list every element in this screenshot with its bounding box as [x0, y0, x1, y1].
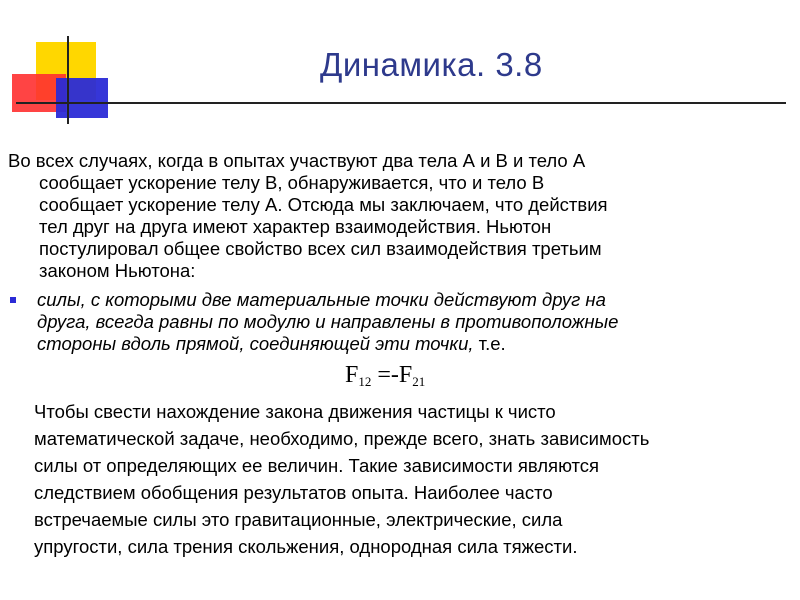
formula: [345, 362, 425, 390]
forces-paragraph: [34, 398, 784, 560]
bullet-line: стороны вдоль прямой, соединяющей эти точки,: [37, 333, 474, 354]
newton-third-law-bullet: [37, 289, 777, 355]
bullet-line: силы, с которыми две материальные точки действуют друг на: [37, 289, 606, 310]
intro-line: тел друг на друга имеют характер взаимодействия. Ньютон: [39, 216, 552, 237]
intro-line: Во всех случаях, когда в опытах участвуют два тела А и В и тело А: [8, 150, 586, 171]
forces-line: встречаемые силы это гравитационные, электрические, сила: [34, 509, 563, 530]
vertical-rule: [67, 36, 69, 124]
title-underline: [16, 102, 786, 104]
formula-right-sub: 21: [412, 374, 426, 389]
intro-line: законом Ньютона:: [39, 260, 196, 281]
forces-line: упругости, сила трения скольжения, однородная сила тяжести.: [34, 536, 578, 557]
formula-right-symbol: F: [398, 362, 413, 388]
bullet-line: друга, всегда равны по модулю и направлены в противоположные: [37, 311, 619, 332]
forces-line: силы от определяющих ее величин. Такие зависимости являются: [34, 455, 600, 476]
forces-line: математической задаче, необходимо, прежде всего, знать зависимость: [34, 428, 650, 449]
forces-line: Чтобы свести нахождение закона движения частицы к чисто: [34, 401, 556, 422]
bullet-last-line: [37, 333, 777, 355]
slide-title: Динамика. 3.8: [320, 46, 543, 83]
forces-line: следствием обобщения результатов опыта. Наиболее часто: [34, 482, 553, 503]
blue-square: [56, 78, 108, 118]
intro-paragraph: [8, 150, 728, 282]
intro-line: сообщает ускорение телу А. Отсюда мы заключаем, что действия: [39, 194, 608, 215]
intro-line: сообщает ускорение телу В, обнаруживается, что и тело В: [39, 172, 545, 193]
bullet-suffix: т.е.: [473, 333, 506, 354]
formula-left-symbol: F: [345, 362, 359, 388]
bullet-square-icon: [10, 297, 16, 303]
formula-operator: =-: [371, 362, 399, 388]
formula-left-sub: 12: [358, 374, 372, 389]
intro-line: постулировал общее свойство всех сил взаимодействия третьим: [39, 238, 602, 259]
